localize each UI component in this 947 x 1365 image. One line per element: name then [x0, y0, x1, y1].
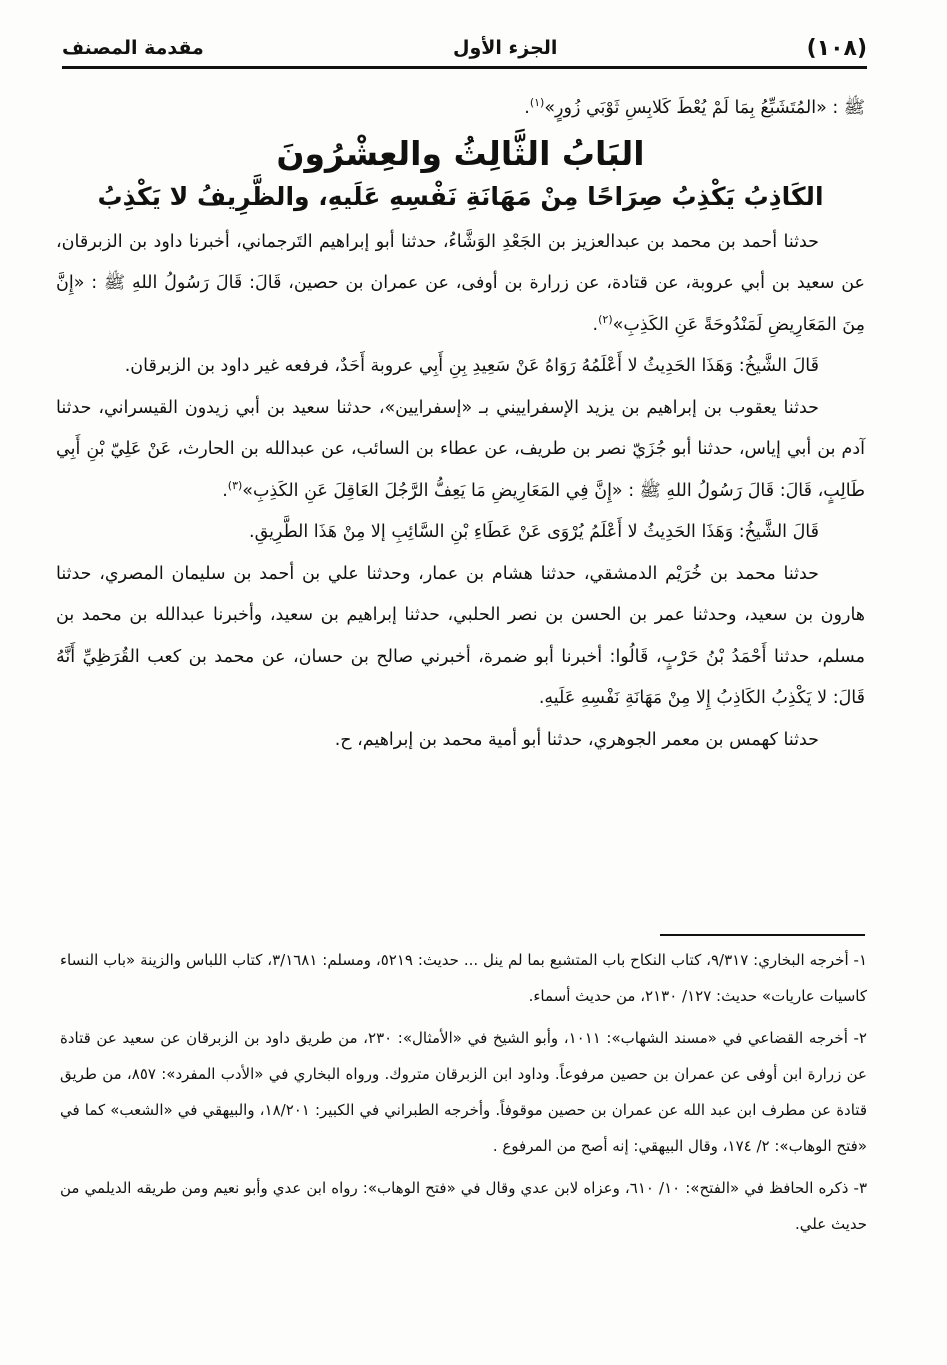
footnote-1: [60, 942, 867, 1014]
chapter-title: البَابُ الثَّالِثُ والعِشْرُونَ: [276, 133, 645, 173]
chapter-subtitle: الكَاذِبُ يَكْذِبُ صِرَاحًا مِنْ مَهَانَةِ نَفْسِهِ عَلَيهِ، والظَّرِيفُ لا يَكْذِبُ: [97, 181, 824, 211]
footnotes: [60, 942, 867, 1248]
footnote-text: أخرجه القضاعي في «مسند الشهاب»: ١٠١١، وأبو الشيخ في «الأمثال»: ٢٣٠، من طريق داود بن الزبرقان عن سعيد عن قتادة عن زرارة ابن أوفى عن عمران بن حصين مرفوعاً. وداود ابن الزبرقان متروك. ورواه البخاري في «الأدب المفرد»: ٨٥٧، من طريق قتادة عن مطرف ابن عبد الله عن عمران بن حصين موقوفاً. وأخرجه الطبراني في الكبير: ١٨/٢٠١، والبيهقي في «الشعب» كما في «فتح الوهاب»: ٢/ ١٧٤، وقال البيهقي: إنه أصح من المرفوع .: [60, 1029, 868, 1155]
paragraph-3-text: حدثنا يعقوب بن إبراهيم بن يزيد الإسفراييني بـ «إسفرايين»، حدثنا سعيد بن أبي زيدون القيسراني، حدثنا آدم بن أبي إياس، حدثنا أبو جُزَيّ نصر بن طريف، عن عطاء بن السائب، عن عبدالله بن الحارث، عَنْ عَلِيّ بْنِ أَبِي طَالِبٍ، قَالَ: قَالَ رَسُولُ اللهِ ﷺ : «إِنَّ فِي المَعَارِيضِ مَا يَعِفُّ الرَّجُلَ العَاقِلَ عَنِ الكَذِبِ»: [56, 397, 865, 501]
footnote-3: [60, 1170, 867, 1242]
paragraph-5: حدثنا محمد بن خُرَيْم الدمشقي، حدثنا هشام بن عمار، وحدثنا علي بن أحمد بن سليمان المصري، حدثنا هارون بن سعيد، وحدثنا عمر بن الحسن بن نصر الحلبي، حدثنا إبراهيم بن سعيد، وأخبرنا عبدالله بن محمد بن مسلم، حدثنا أَحْمَدُ بْنُ حَرْبٍ، قَالُوا: أخبرنا أبو ضمرة، أخبرني صالح بن حسان، عن محمد بن كعب القُرَظِيِّ أَنَّهُ قَالَ: لا يَكْذِبُ الكَاذِبُ إِلا مِنْ مَهَانَةِ نَفْسِهِ عَلَيهِ.: [56, 563, 865, 708]
quote-line: ﷺ : «المُتَشَبِّعُ بِمَا لَمْ يُعْطَ كَلابِسِ ثَوْبَي زُورٍ»$^{(١)}$.: [524, 96, 865, 118]
footnote-ref-1: (١): [529, 96, 545, 110]
quote-text: ﷺ : «المُتَشَبِّعُ بِمَا لَمْ يُعْطَ كَلابِسِ ثَوْبَي زُورٍ»: [544, 98, 865, 118]
paragraph-1: حدثنا أحمد بن محمد بن عبدالعزيز بن الجَعْدِ الوَشَّاءُ، حدثنا أبو إبراهيم التَرجماني، أخبرنا داود بن الزبرقان، عن سعيد بن أبي عروبة، عن قتادة، عن زرارة بن أوفى، عن عمران بن حصين، قَالَ: قَالَ رَسُولُ اللهِ ﷺ : «إِنَّ مِنَ المَعَارِيضِ لَمَنْدُوحَةً عَنِ الكَذِبِ»$^{(٢)}$.: [56, 231, 865, 335]
paragraph-6: حدثنا كهمس بن معمر الجوهري، حدثنا أبو أمية محمد بن إبراهيم، ح.: [334, 729, 819, 750]
page-number: (١٠٨): [806, 35, 867, 61]
footnote-label: ٢-: [853, 1029, 867, 1047]
section-title: مقدمة المصنف: [62, 37, 204, 59]
footnote-ref-3: (٣): [227, 478, 243, 492]
footnote-separator: [660, 934, 865, 936]
footnote-text: أخرجه البخاري: ٩/٣١٧، كتاب النكاح باب المتشبع بما لم ينل ... حديث: ٥٢١٩، ومسلم: ٣/١٦٨١، كتاب اللباس والزينة «باب النساء كاسيات عاريات» حديث: ١٢٧/ ٢١٣٠، من حديث أسماء.: [60, 951, 867, 1005]
paragraph-2: قَالَ الشَّيخُ: وَهَذَا الحَدِيثُ لا أَعْلَمُهُ رَوَاهُ عَنْ سَعِيدِ بِنِ أَبِي عروبة أَحَدٌ، فرفعه غير داود بن الزبرقان.: [124, 356, 819, 376]
paragraph-1-text: حدثنا أحمد بن محمد بن عبدالعزيز بن الجَعْدِ الوَشَّاءُ، حدثنا أبو إبراهيم التَرجماني، أخبرنا داود بن الزبرقان، عن سعيد بن أبي عروبة، عن قتادة، عن زرارة بن أوفى، عن عمران بن حصين، قَالَ: قَالَ رَسُولُ اللهِ ﷺ : «إِنَّ مِنَ المَعَارِيضِ لَمَنْدُوحَةً عَنِ الكَذِبِ»: [56, 231, 865, 335]
footnote-text: ذكره الحافظ في «الفتح»: ١٠/ ٦١٠، وعزاه لابن عدي وقال في «فتح الوهاب»: رواه ابن عدي وأبو نعيم ومن طريقه الديلمي من حديث علي.: [60, 1179, 867, 1233]
paragraph-3: حدثنا يعقوب بن إبراهيم بن يزيد الإسفراييني بـ «إسفرايين»، حدثنا سعيد بن أبي زيدون القيسراني، حدثنا آدم بن أبي إياس، حدثنا أبو جُزَيّ نصر بن طريف، عن عطاء بن السائب، عن عبدالله بن الحارث، عَنْ عَلِيّ بْنِ أَبِي طَالِبٍ، قَالَ: قَالَ رَسُولُ اللهِ ﷺ : «إِنَّ فِي المَعَارِيضِ مَا يَعِفُّ الرَّجُلَ العَاقِلَ عَنِ الكَذِبِ»$^{(٣)}$.: [56, 397, 865, 501]
paragraph-4: قَالَ الشَّيخُ: وَهَذَا الحَدِيثُ لا أَعْلَمُ يُرْوَى عَنْ عَطَاءِ بْنِ السَّائِبِ إلا مِنْ هَذَا الطَّرِيقِ.: [249, 522, 819, 542]
footnote-label: ٣-: [853, 1179, 867, 1197]
volume-title: الجزء الأول: [452, 37, 558, 59]
footnote-2: [60, 1020, 867, 1164]
footnote-label: ١-: [853, 951, 867, 969]
running-header: [62, 30, 867, 69]
main-text: [56, 88, 865, 761]
footnote-ref-2: (٢): [598, 312, 613, 326]
